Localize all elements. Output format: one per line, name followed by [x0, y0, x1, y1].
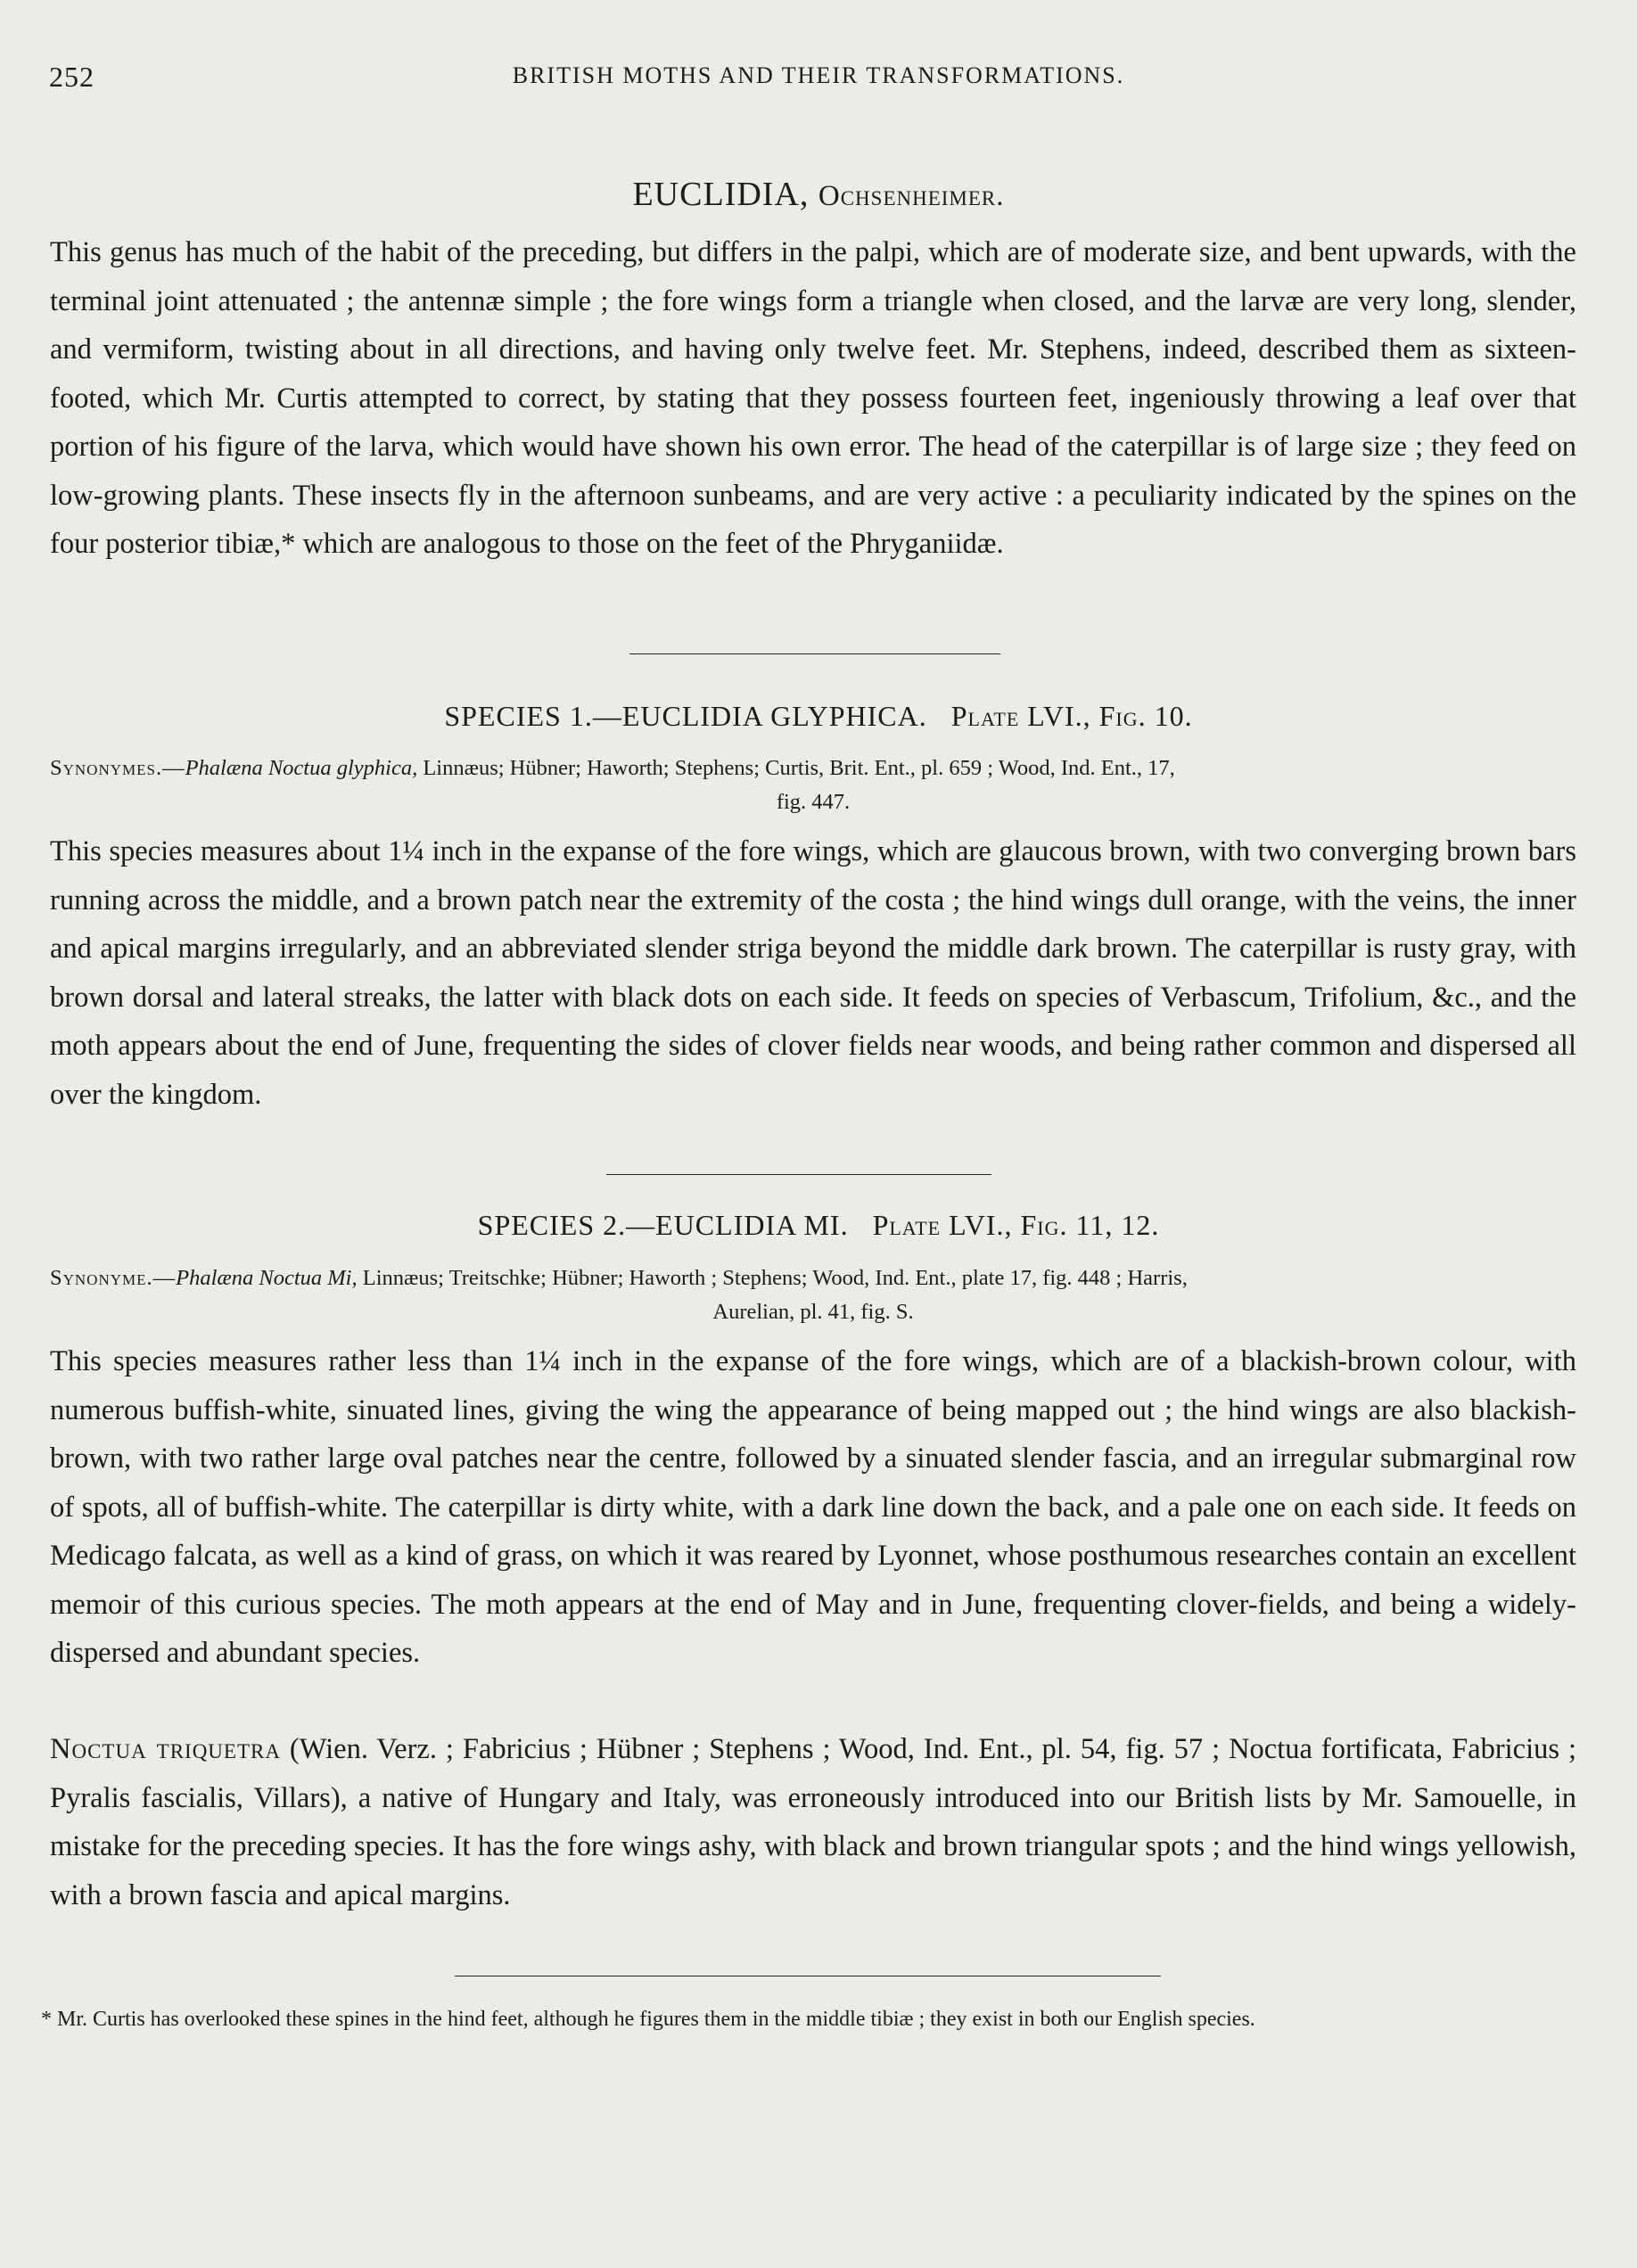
footnote: * Mr. Curtis has overlooked these spines in the hind feet, although he figures them in the middle tibiæ ; they exist in both our English species.	[41, 2008, 1255, 2031]
noctua-triquetra-note	[50, 1725, 1576, 1919]
noctua-triquetra-lead: Noctua triquetra	[50, 1733, 281, 1765]
species-1-heading	[0, 700, 1637, 733]
synonym-latin-name: Phalæna Noctua glyphica,	[185, 756, 418, 780]
synonym-figure-ref: Aurelian, pl. 41, fig. S.	[712, 1300, 914, 1324]
genus-author: Ochsenheimer.	[818, 180, 1005, 212]
species-1-description: This species measures about 1¼ inch in the expanse of the fore wings, which are glaucous brown, with two converging brown bars running across the middle, and a brown patch near the extremity of the costa ; the hind wings dull orange, with the veins, the inner and apical margins irregularly, and an abbreviated slender striga beyond the middle dark brown. The caterpillar is rusty gray, with brown dorsal and lateral streaks, the latter with black dots on each side. It feeds on species of Verbascum, Trifolium, &c., and the moth appears about the end of June, frequenting the sides of clover fields near woods, and being rather common and dispersed all over the kingdom.	[50, 835, 1576, 1111]
species-1-plate: Plate LVI., Fig. 10.	[950, 700, 1193, 732]
species-2-heading	[0, 1209, 1637, 1242]
page-number: 252	[49, 61, 95, 93]
synonym-latin-name: Phalæna Noctua Mi,	[176, 1266, 358, 1290]
page-header	[49, 55, 1588, 100]
synonym-authorities: Linnæus; Treitschke; Hübner; Haworth ; Stephens; Wood, Ind. Ent., plate 17, fig. 448 ; Harris,	[362, 1266, 1188, 1290]
section-divider	[606, 1174, 991, 1175]
species-2-description: This species measures rather less than 1¼ inch in the expanse of the fore wings, which are of a blackish-brown colour, with numerous buffish-white, sinuated lines, giving the wing the appearance of being mapped out ; the hind wings are also blackish-brown, with two rather large oval patches near the centre, followed by a sinuated slender fascia, and an irregular submarginal row of spots, all of buffish-white. The caterpillar is dirty white, with a dark line down the back, and a pale one on each side. It feeds on Medicago falcata, as well as a kind of grass, on which it was reared by Lyonnet, whose posthumous researches contain an excellent memoir of this curious species. The moth appears at the end of May and in June, frequenting clover-fields, and being a widely-dispersed and abundant species.	[50, 1345, 1576, 1669]
section-divider	[629, 653, 1000, 654]
genus-title	[0, 175, 1637, 214]
species-2-synonyms	[50, 1261, 1576, 1329]
synonyms-label: Synonymes.—	[50, 756, 185, 780]
synonym-figure-ref: fig. 447.	[776, 790, 851, 814]
noctua-triquetra-text: (Wien. Verz. ; Fabricius ; Hübner ; Stephens ; Wood, Ind. Ent., pl. 54, fig. 57 ; Noctua fortificata, Fabricius ; Pyralis fascialis, Villars), a native of Hungary and Italy, was erroneously introduced into our British lists by Mr. Samouelle, in mistake for the preceding species. It has the fore wings ashy, with black and brown triangular spots ; and the hind wings yellowish, with a brown fascia and apical margins.	[50, 1733, 1576, 1911]
genus-description: This genus has much of the habit of the preceding, but differs in the palpi, which are of moderate size, and bent upwards, with the terminal joint attenuated ; the antennæ simple ; the fore wings form a triangle when closed, and the larvæ are very long, slender, and vermiform, twisting about in all directions, and having only twelve feet. Mr. Stephens, indeed, described them as sixteen-footed, which Mr. Curtis attempted to correct, by stating that they possess fourteen feet, ingeniously throwing a leaf over that portion of his figure of the larva, which would have shown his own error. The head of the caterpillar is of large size ; they feed on low-growing plants. These insects fly in the afternoon sunbeams, and are very active : a peculiarity indicated by the spines on the four posterior tibiæ,* which are analogous to those on the feet of the Phryganiidæ.	[50, 236, 1576, 560]
synonyms-label: Synonyme.—	[50, 1266, 177, 1290]
species-2-plate: Plate LVI., Fig. 11, 12.	[872, 1209, 1160, 1241]
genus-name: EUCLIDIA,	[632, 176, 810, 213]
running-head: BRITISH MOTHS AND THEIR TRANSFORMATIONS.	[512, 62, 1125, 88]
species-1-synonyms	[50, 752, 1576, 819]
synonym-authorities: Linnæus; Hübner; Haworth; Stephens; Curtis, Brit. Ent., pl. 659 ; Wood, Ind. Ent., 17,	[423, 756, 1175, 780]
species-1-title: SPECIES 1.—EUCLIDIA GLYPHICA.	[444, 700, 927, 732]
species-2-title: SPECIES 2.—EUCLIDIA MI.	[477, 1209, 849, 1241]
